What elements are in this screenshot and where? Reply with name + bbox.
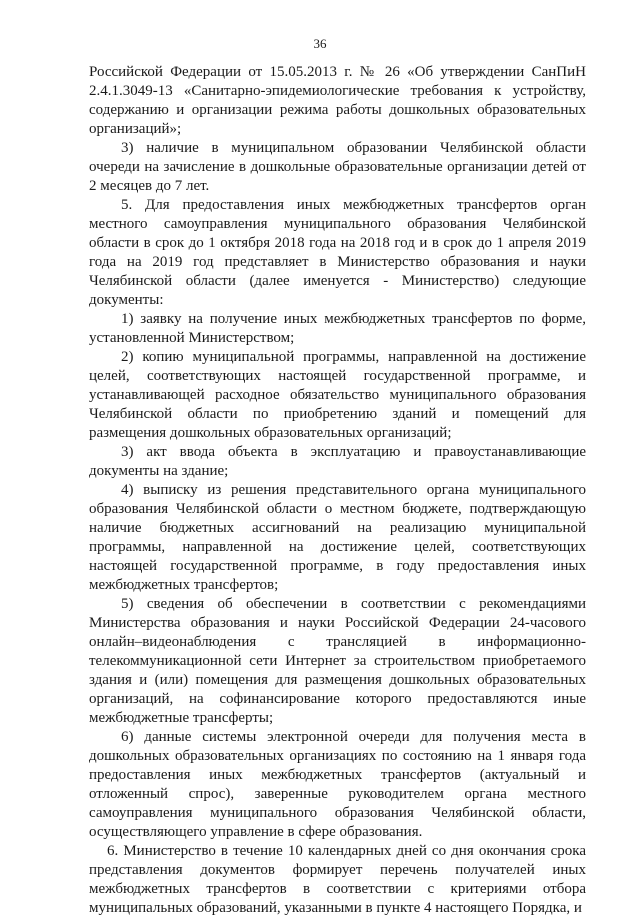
paragraph-criterion-3: 3) наличие в муниципальном образовании Челябинской области очереди на зачисление в дошкольные образовательные организации детей от 2 месяцев до 7 лет.	[89, 140, 586, 194]
document-body	[89, 63, 586, 918]
paragraph-document-1: 1) заявку на получение иных межбюджетных трансфертов по форме, установленной Министерством;	[89, 311, 586, 346]
paragraph-document-6: 6) данные системы электронной очереди для получения места в дошкольных образовательных организациях по состоянию на 1 января года предоставления иных межбюджетных трансфертов (актуальный и отложенный спрос), заверенные руководителем органа местного самоуправления муниципального образования Челябинской области, осуществляющего управление в сфере образования.	[89, 729, 586, 840]
paragraph-section-5: 5. Для предоставления иных межбюджетных трансфертов орган местного самоуправления муниципального образования Челябинской области в срок до 1 октября 2018 года на 2018 год и в срок до 1 апреля 2019 года на 2019 год представляет в Министерство образования и науки Челябинской области (далее именуется - Министерство) следующие документы:	[89, 197, 586, 308]
paragraph-document-4: 4) выписку из решения представительного органа муниципального образования Челябинской области о местном бюджете, подтверждающую наличие бюджетных ассигнований на реализацию муниципальной программы, направленной на достижение целей, соответствующих настоящей государственной программе, в году предоставления иных межбюджетных трансфертов;	[89, 482, 586, 593]
page-number: 36	[313, 36, 327, 51]
paragraph-section-6: 6. Министерство в течение 10 календарных дней со дня окончания срока представления документов формирует перечень получателей иных межбюджетных трансфертов в соответствии с критериями отбора муниципальных образований, указанными в пункте 4 настоящего Порядка, и	[89, 843, 586, 916]
paragraph-document-2: 2) копию муниципальной программы, направленной на достижение целей, соответствующих настоящей государственной программе, и устанавливающей расходное обязательство муниципального образования Челябинской области по приобретению зданий и помещений для размещения дошкольных образовательных организаций;	[89, 349, 586, 441]
paragraph-document-3: 3) акт ввода объекта в эксплуатацию и правоустанавливающие документы на здание;	[89, 444, 586, 479]
paragraph-sanpin-continuation: Российской Федерации от 15.05.2013 г. № 26 «Об утверждении СанПиН 2.4.1.3049-13 «Санитарно-эпидемиологические требования к устройству, содержанию и организации режима работы дошкольных образовательных организаций»;	[89, 64, 586, 137]
paragraph-document-5: 5) сведения об обеспечении в соответствии с рекомендациями Министерства образования и науки Российской Федерации 24-часового онлайн–видеонаблюдения с трансляцией в информационно-телекоммуникационной сети Интернет за строительством приобретаемого здания и (или) помещения для размещения дошкольных образовательных организаций, на софинансирование которого предоставляются иные межбюджетные трансферты;	[89, 596, 586, 726]
